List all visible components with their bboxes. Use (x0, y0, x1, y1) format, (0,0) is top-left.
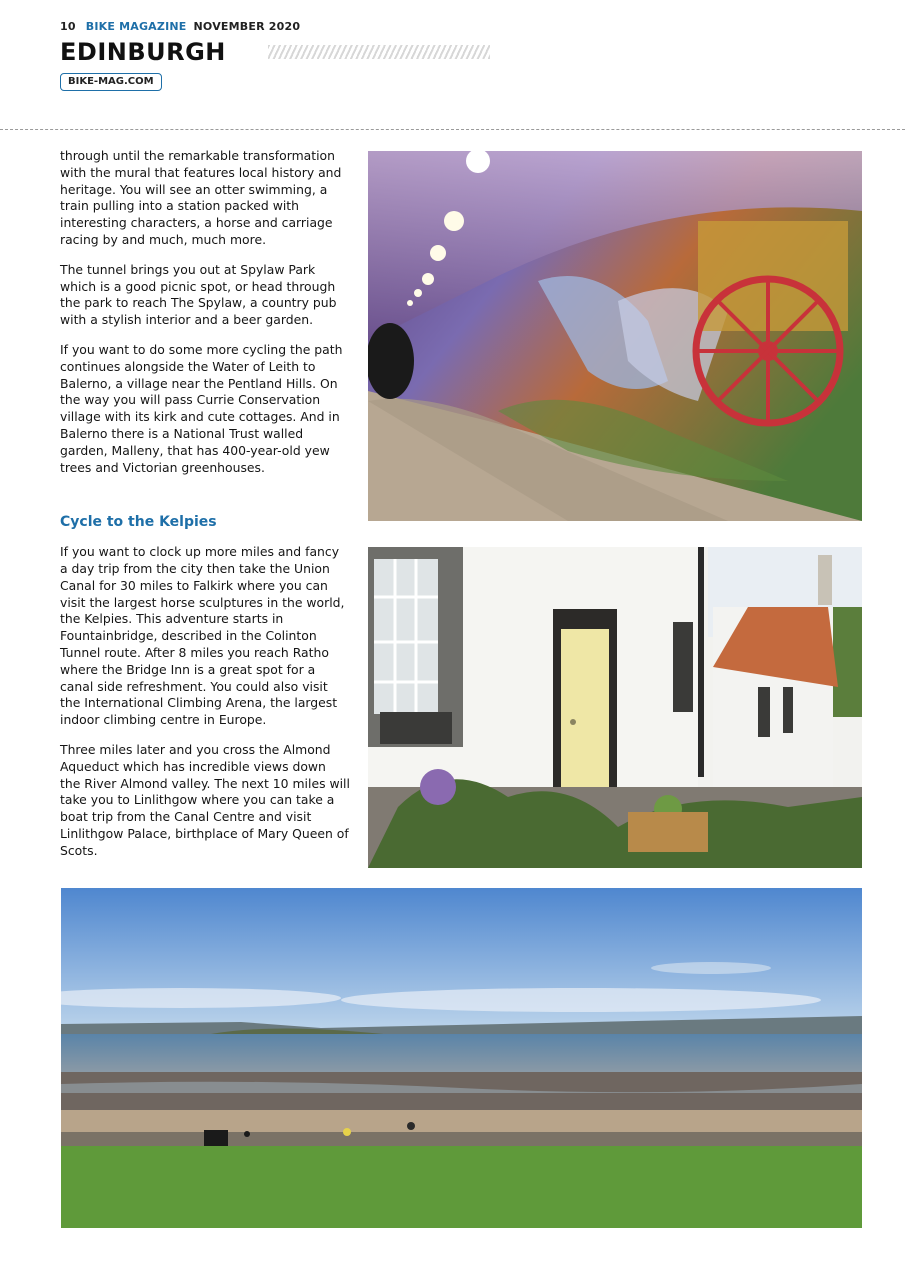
magazine-name: BIKE MAGAZINE (85, 20, 187, 33)
decorative-hatch (268, 45, 490, 59)
article-column (60, 148, 350, 872)
page-number: 10 (60, 20, 76, 33)
paragraph: If you want to clock up more miles and fancy a day trip from the city then take the Union Canal for 30 miles to Falkirk where you can visit the largest horse sculptures in the world, the Kelpies. This adventure starts in Fountainbridge, described in the Colinton Tunnel route. After 8 miles you reach Ratho where the Bridge Inn is a great spot for a canal side refreshment. You could also visit the International Climbing Arena, the largest indoor climbing centre in Europe. (60, 544, 345, 728)
tunnel-mural-photo (368, 151, 862, 521)
paragraph: through until the remarkable transformation with the mural that features local history and heritage. You will see an otter swimming, a train pulling into a station packed with interesting characters, a horse and carriage racing by and much, much more. (60, 148, 342, 247)
divider (0, 129, 905, 130)
issue-date: NOVEMBER 2020 (193, 20, 301, 33)
cottages-photo (368, 547, 862, 868)
page-header (60, 20, 300, 33)
site-badge[interactable]: BIKE-MAG.COM (60, 73, 162, 91)
paragraph: If you want to do some more cycling the path continues alongside the Water of Leith to Balerno, a village near the Pentland Hills. On the way you will pass Currie Conservation village with its kirk and cute cottages. And in Balerno there is a National Trust walled garden, Malleny, that has 400-year-old yew trees and Victorian greenhouses. (60, 341, 343, 475)
paragraph: Three miles later and you cross the Almond Aqueduct which has incredible views down the River Almond valley. The next 10 miles will take you to Linlithgow where you can take a boat trip from the Canal Centre and visit Linlithgow Palace, birthplace of Mary Queen of Scots. (60, 741, 350, 858)
coastal-panorama-photo (61, 888, 862, 1228)
section-title: EDINBURGH (60, 38, 226, 66)
paragraph: The tunnel brings you out at Spylaw Park which is a good picnic spot, or head through the park to reach The Spylaw, a country pub with a stylish interior and a beer garden. (60, 261, 337, 328)
section-heading: Cycle to the Kelpies (60, 514, 217, 531)
